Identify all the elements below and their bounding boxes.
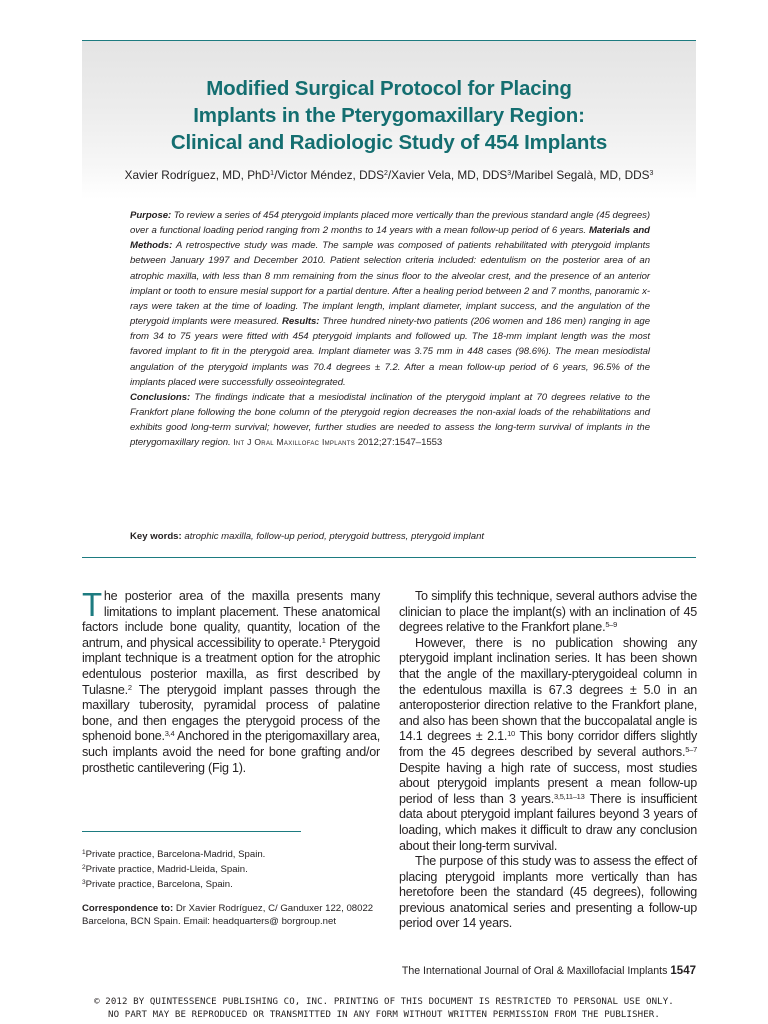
copyright-line-2: NO PART MAY BE REPRODUCED OR TRANSMITTED IN ANY FORM WITHOUT WRITTEN PERMISSION FROM THE PUBLISHER. xyxy=(108,1009,660,1020)
copyright-line-1: © 2012 BY QUINTESSENCE PUBLISHING CO, INC. PRINTING OF THIS DOCUMENT IS RESTRICTED TO PERSONAL USE ONLY. xyxy=(94,997,674,1007)
footnote-divider xyxy=(82,831,301,832)
abstract-results: Three hundred ninety-two patients (206 women and 186 men) ranging in age from 34 to 75 years were fitted with 454 pterygoid implants and followed up. The 18-mm implant length was the most favored implant to fit in the pterygoid area. Implant diameter was 3.75 mm in 448 cases (98.6%). The mean mesiodistal angulation of the pterygoid implants was 70.4 degrees ± 7.2. After a mean follow-up period of 6 years, 96.5% of the implants placed were successfully osseointegrated. xyxy=(130,316,650,388)
author-4: /Maribel Segalà, MD, DDS xyxy=(511,168,650,182)
abstract-results-label: Results: xyxy=(281,316,320,328)
correspondence-label: Correspondence to: xyxy=(82,903,174,914)
right-paragraph-1 xyxy=(399,589,697,636)
right-p2-text-c: Despite having a high rate of success, most studies about pterygoid implants present a mean follow-up period of less than 3 years. xyxy=(399,760,697,806)
article-title xyxy=(82,75,696,156)
citation-ref: 10 xyxy=(507,729,515,739)
intro-text-a: he posterior area of the maxilla presents many limitations to implant placement. These anatomical factors include bone quality, quantity, location of the antrum, and physical accessibility to operate. xyxy=(82,589,380,650)
copyright-notice xyxy=(0,996,768,1021)
abstract xyxy=(130,208,650,451)
right-p2-text-d: There is insufficient data about pterygoid implant failures beyond 3 years of loading, which makes it difficult to draw any conclusion about their long-term survival. xyxy=(399,791,697,853)
keywords-text: atrophic maxilla, follow-up period, pterygoid buttress, pterygoid implant xyxy=(181,531,485,542)
footnote-marker: 1 xyxy=(82,849,86,856)
author-3-affiliation: 3 xyxy=(507,170,512,177)
body-column-left xyxy=(82,586,381,776)
correspondence-text: Dr Xavier Rodríguez, C/ Ganduxer 122, 08022 Barcelona, BCN Spain. Email: headquarters@ borgroup.net xyxy=(82,903,374,927)
intro-paragraph-1 xyxy=(82,586,381,776)
footnote-text: Private practice, Madrid-Lleida, Spain. xyxy=(85,864,248,875)
citation-ref: 1 xyxy=(321,635,326,645)
journal-footer xyxy=(402,965,696,977)
footnote-marker: 3 xyxy=(82,879,86,886)
abstract-conclusions: The findings indicate that a mesiodistal inclination of the pterygoid implant at 70 degrees relative to the Frankfort plane following the bone column of the pterygoid region decreases the non-axial loads of the rehabilitations and exhibits good long-term survival; however, further studies are needed to assess the long-term survival of implants in the pterygomaxillary region. xyxy=(130,391,650,449)
citation-ref: 3,5,11–13 xyxy=(553,791,585,801)
intro-text-d: Anchored in the pterigomaxillary area, such implants avoid the need for bone grafting and/or prosthetic cantilevering (Fig 1). xyxy=(82,729,380,775)
author-3: /Xavier Vela, MD, DDS xyxy=(387,168,508,182)
right-p2-text-b: This bony corridor differs slightly from the 45 degrees described by several authors. xyxy=(399,729,698,759)
citation-ref: 5–7 xyxy=(685,744,697,754)
title-line-2: Implants in the Pterygomaxillary Region: xyxy=(193,104,585,127)
footnote-text: Private practice, Barcelona-Madrid, Spain. xyxy=(85,849,266,860)
citation-reference: 2012;27:1547–1553 xyxy=(355,437,443,449)
citation-journal: Int J Oral Maxillofac Implants xyxy=(233,437,356,448)
right-p2-text-a: However, there is no publication showing any pterygoid implant inclination series. It has been shown that the angle of the maxillary-pterygoideal column in the edentulous maxilla is 67.3 degrees ± 5.0 in an anteroposterior direction relative to the Frankfort plane, and also has been shown that the buccopalatal angle is 14.1 degrees ± 2.1. xyxy=(399,635,697,744)
journal-name: The International Journal of Oral & Maxillofacial Implants xyxy=(401,965,668,977)
abstract-purpose: To review a series of 454 pterygoid implants placed more vertically than the previous standard angle (45 degrees) over a functional loading period ranging from 2 months to 14 years with a mean follow-up period of 6 years. xyxy=(130,210,650,237)
author-1: Xavier Rodríguez, MD, PhD xyxy=(124,168,271,182)
author-1-affiliation: 1 xyxy=(270,170,275,177)
keywords-label: Key words: xyxy=(130,531,182,542)
body-column-right xyxy=(399,589,697,932)
author-list xyxy=(82,166,696,183)
intro-text-c: The pterygoid implant passes through the maxillary tuberosity, pyramidal process of palatine bone, and then engages the pterygoid process of the sphenoid bone. xyxy=(82,682,380,744)
footnote-marker: 2 xyxy=(82,864,86,871)
intro-text-b: Pterygoid implant technique is a treatment option for the atrophic edentulous posterior maxilla, as first described by Tulasne. xyxy=(82,635,381,697)
abstract-conclusions-label: Conclusions: xyxy=(130,391,191,403)
footnote-3 xyxy=(82,876,382,891)
footnote-1 xyxy=(82,846,382,861)
citation-ref: 5–9 xyxy=(605,620,618,630)
footnotes xyxy=(82,846,382,928)
title-line-3: Clinical and Radiologic Study of 454 Implants xyxy=(170,131,608,154)
footnote-2 xyxy=(82,861,382,876)
abstract-purpose-label: Purpose: xyxy=(130,210,172,221)
citation-ref: 2 xyxy=(127,682,132,692)
author-2-affiliation: 2 xyxy=(384,170,388,177)
abstract-methods-label: Materials and Methods: xyxy=(130,225,650,252)
author-4-affiliation: 3 xyxy=(649,170,654,177)
right-p1-text: To simplify this technique, several authors advise the clinician to place the implant(s) with an inclination of 45 degrees relative to the Frankfort plane. xyxy=(399,589,697,635)
key-words xyxy=(130,530,690,543)
author-2: /Victor Méndez, DDS xyxy=(274,168,384,182)
page-number: 1547 xyxy=(670,965,696,977)
section-divider xyxy=(82,557,696,558)
footnote-text: Private practice, Barcelona, Spain. xyxy=(85,879,233,890)
right-paragraph-3: The purpose of this study was to assess the effect of placing pterygoid implants more vertically than has heretofore been the standard (45 degrees), following previous anatomical series and presenting a follow-up period over 14 years. xyxy=(399,854,697,931)
right-paragraph-2 xyxy=(399,636,697,854)
correspondence xyxy=(82,902,382,928)
drop-cap: T xyxy=(82,586,102,623)
title-line-1: Modified Surgical Protocol for Placing xyxy=(206,77,572,100)
citation-ref: 3,4 xyxy=(164,729,175,739)
abstract-methods: A retrospective study was made. The sample was composed of patients rehabilitated with pterygoid implants between January 1997 and December 2010. Patient selection criteria included: edentulism on the posterior area of an atrophic maxilla, with less than 8 mm remaining from the sinus floor to the alveolar crest, and the presence of an anterior implant or tooth to ensure mesial support for a partial denture. After a healing period between 2 and 7 months, panoramic x-rays were taken at the time of loading. The implant length, implant diameter, implant success, and the angulation of the pterygoid implants were measured. xyxy=(130,240,650,328)
